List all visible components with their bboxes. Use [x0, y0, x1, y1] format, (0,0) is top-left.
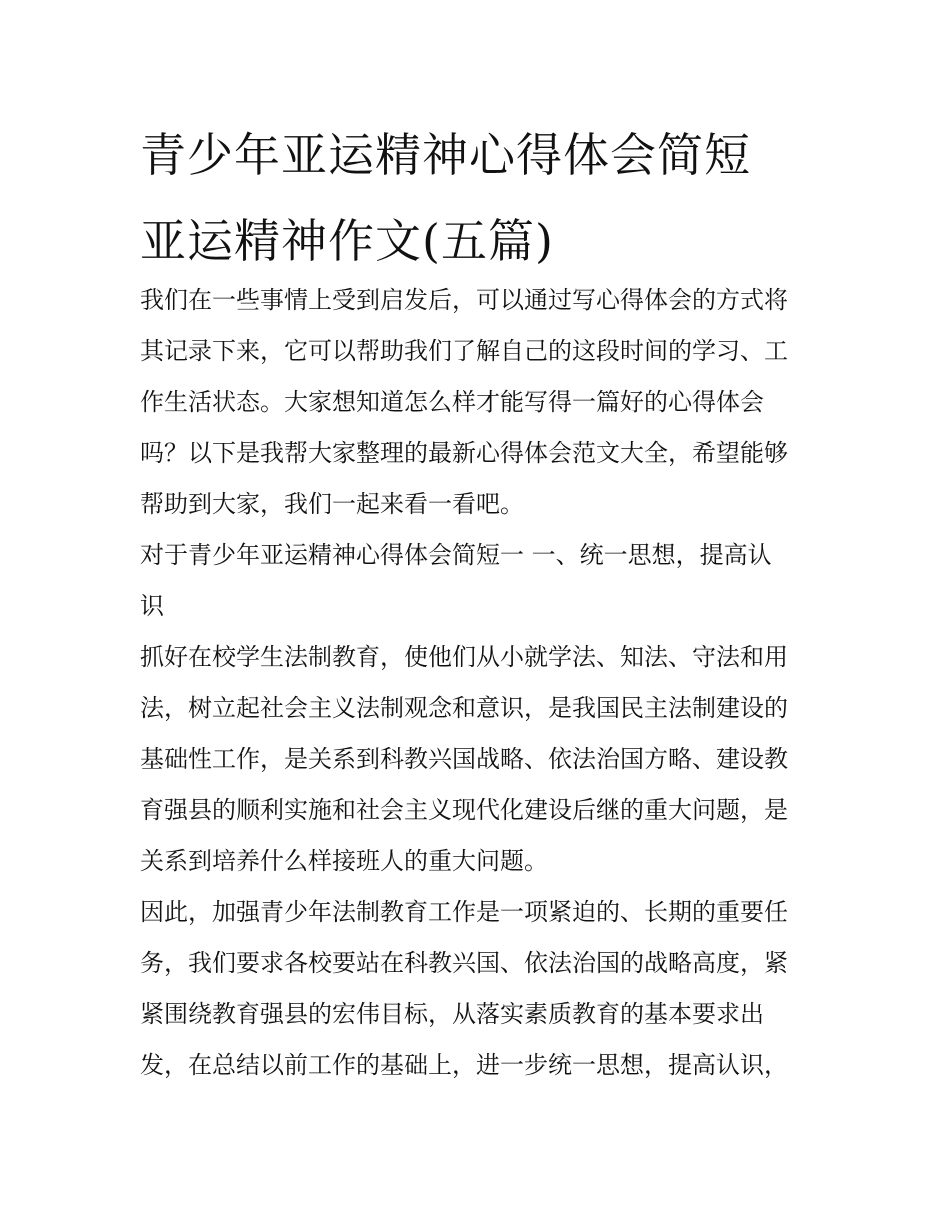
body-paragraph — [140, 632, 820, 887]
document-body — [140, 275, 820, 1091]
text-line: 抓好在校学生法制教育，使他们从小就学法、知法、守法和用 — [140, 643, 788, 671]
text-line: 因此，加强青少年法制教育工作是一项紧迫的、长期的重要任 — [140, 898, 788, 926]
text-line: 对于青少年亚运精神心得体会简短一 一、统一思想，提高认 — [140, 541, 772, 569]
intro-paragraph — [140, 275, 820, 530]
text-line: 务，我们要求各校要站在科教兴国、依法治国的战略高度，紧 — [140, 949, 788, 977]
text-line: 我们在一些事情上受到启发后，可以通过写心得体会的方式将 — [140, 286, 788, 314]
text-line: 法，树立起社会主义法制观念和意识，是我国民主法制建设的 — [140, 694, 788, 722]
text-line: 帮助到大家，我们一起来看一看吧。 — [140, 490, 524, 518]
text-line: 吗？以下是我帮大家整理的最新心得体会范文大全，希望能够 — [140, 439, 788, 467]
section-heading-paragraph — [140, 530, 820, 632]
text-line: 基础性工作，是关系到科教兴国战略、依法治国方略、建设教 — [140, 745, 788, 773]
body-paragraph — [140, 887, 820, 1091]
text-line: 识 — [140, 592, 164, 620]
text-line: 发，在总结以前工作的基础上，进一步统一思想，提高认识， — [140, 1051, 788, 1079]
document-title — [140, 112, 830, 284]
text-line: 作生活状态。大家想知道怎么样才能写得一篇好的心得体会 — [140, 388, 764, 416]
text-line: 其记录下来，它可以帮助我们了解自己的这段时间的学习、工 — [140, 337, 788, 365]
text-line: 紧围绕教育强县的宏伟目标，从落实素质教育的基本要求出 — [140, 1000, 764, 1028]
title-line: 青少年亚运精神心得体会简短 — [140, 128, 751, 182]
text-line: 育强县的顺利实施和社会主义现代化建设后继的重大问题，是 — [140, 796, 788, 824]
title-line: 亚运精神作文(五篇) — [140, 214, 554, 268]
text-line: 关系到培养什么样接班人的重大问题。 — [140, 847, 548, 875]
